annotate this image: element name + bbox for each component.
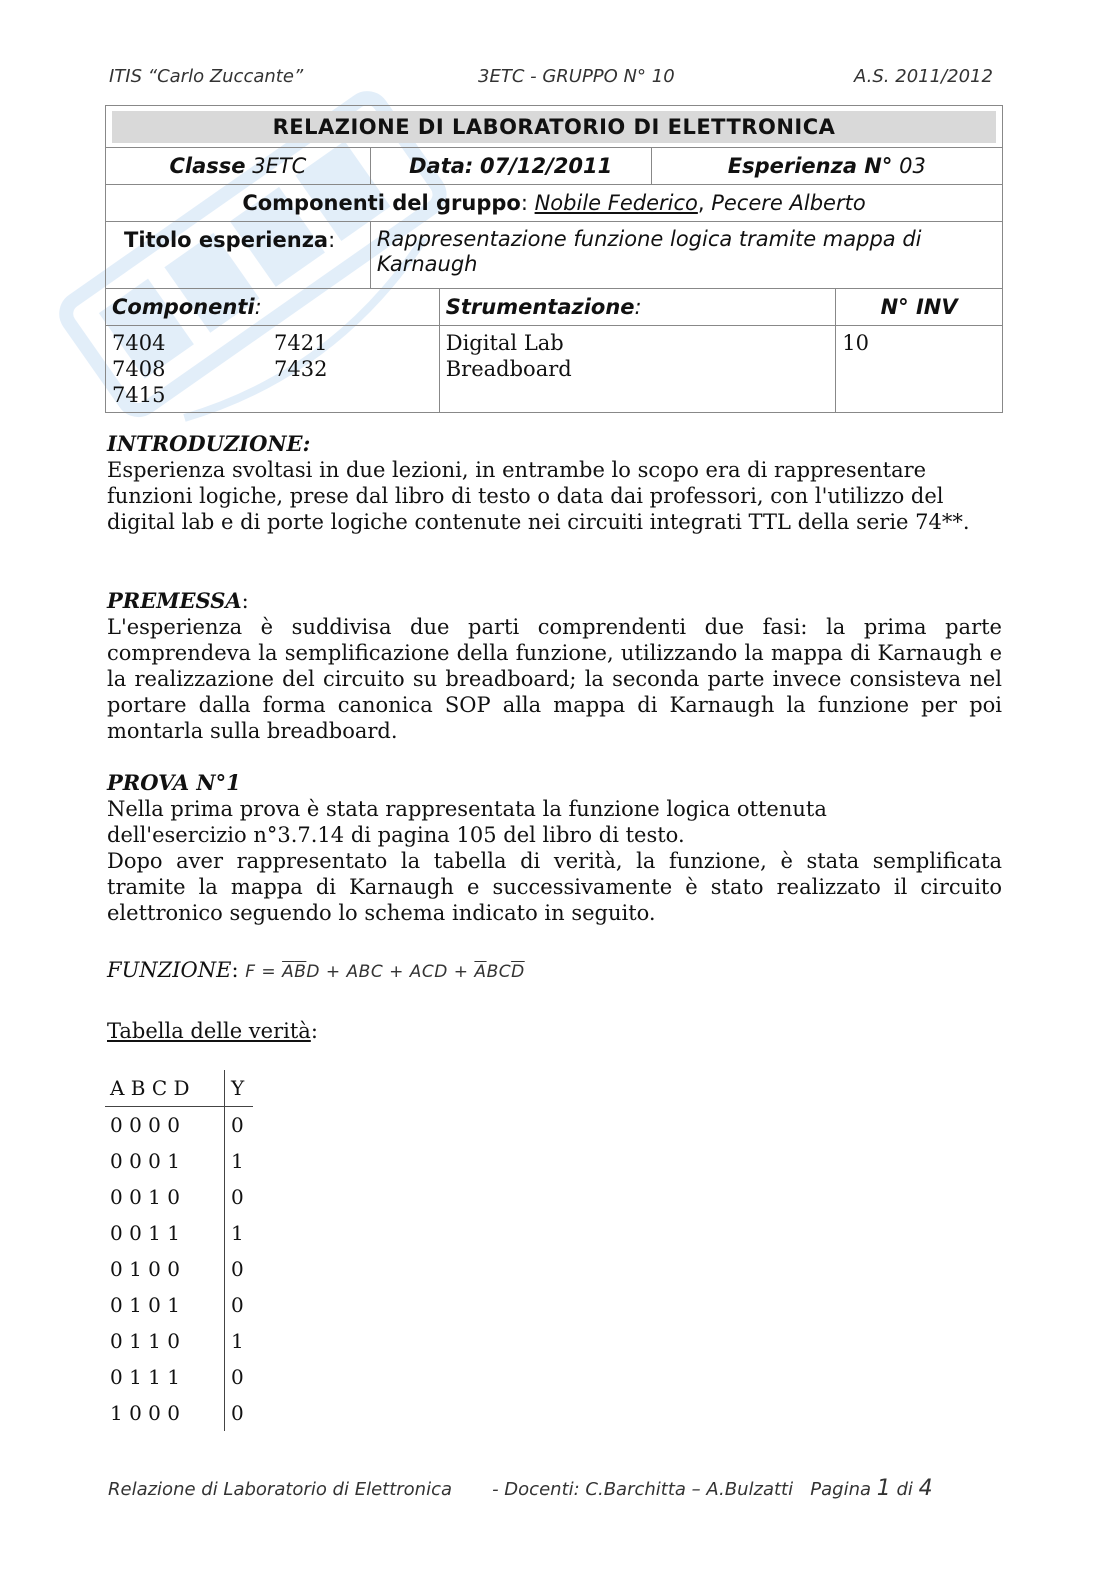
row-bits: 0 1 1 0 <box>110 1329 180 1353</box>
table-row <box>105 1251 253 1287</box>
esperienza-label: Esperienza N° <box>727 154 893 178</box>
footer-page-number: 1 <box>876 1476 891 1501</box>
titolo-label-cell: Titolo esperienza: <box>106 222 371 289</box>
row-bits: 0 1 0 0 <box>110 1257 180 1281</box>
premessa-text: L'esperienza è suddivisa due parti comprendenti due fasi: la prima parte comprendeva la semplificazione della funzione, utilizzando la mappa di Karnaugh e la realizzazione del circuito su breadboard; la seconda parte invece consisteva nel portare dalla forma canonica SOP alla mappa di Karnaugh la funzione per poi montarla sulla breadboard. <box>107 615 1002 743</box>
footer-page-label: Pagina <box>810 1479 872 1500</box>
titolo-label: Titolo esperienza <box>124 228 329 252</box>
header-school-year: A.S. 2011/2012 <box>854 66 993 87</box>
strumentazione-header: Strumentazione: <box>439 289 836 326</box>
row-bits: 0 0 0 1 <box>110 1149 180 1173</box>
row-y: 0 <box>225 1395 254 1431</box>
prova1-paragraph: Dopo aver rappresentato la tabella di verità, la funzione, è stata semplificata tramite la mappa di Karnaugh e successivamente è stato realizzato il circuito elettronico seguendo lo schema indicato in seguito. <box>107 849 1002 925</box>
row-y: 0 <box>225 1287 254 1323</box>
member-1: Nobile Federico <box>534 191 698 215</box>
row-bits: 0 0 1 0 <box>110 1185 180 1209</box>
strumentazione-label: Strumentazione <box>445 295 635 319</box>
truth-table-caption-line: Tabella delle verità: <box>107 1019 318 1043</box>
prova1-line-1: Nella prima prova è stata rappresentata la funzione logica ottenuta <box>107 797 827 821</box>
inv-label: N° INV <box>880 295 958 319</box>
components-cell <box>106 326 440 413</box>
footer-teachers: - Docenti: C.Barchitta – A.Bulzatti <box>492 1479 794 1500</box>
header-class-group: 3ETC - GRUPPO N° 10 <box>478 66 675 87</box>
classe-cell <box>106 148 371 185</box>
titolo-value-cell <box>370 222 1002 289</box>
table-row <box>105 1179 253 1215</box>
data-value: 07/12/2011 <box>480 154 613 178</box>
instruments-cell <box>439 326 836 413</box>
prova1-line-2: dell'esercizio n°3.7.14 di pagina 105 del libro di testo. <box>107 823 685 847</box>
footer-page-total: 4 <box>918 1476 933 1501</box>
row-bits: 0 0 0 0 <box>110 1113 180 1137</box>
row-y: 1 <box>225 1143 254 1179</box>
introduzione-text: Esperienza svoltasi in due lezioni, in entrambe lo scopo era di rappresentare funzioni logiche, prese dal libro di testo o data dai professori, con l'utilizzo del digital lab e di porte logiche contenute nei circuiti integrati TTL della serie 74**. <box>107 458 970 534</box>
componenti-label: Componenti <box>112 295 255 319</box>
premessa-title: PREMESSA <box>107 588 242 613</box>
row-y: 0 <box>225 1251 254 1287</box>
gruppo-cell: Componenti del gruppo: Nobile Federico, Pecere Alberto <box>106 185 1003 222</box>
row-y: 0 <box>225 1179 254 1215</box>
classe-value: 3ETC <box>252 154 307 178</box>
componenti-gruppo-label: Componenti del gruppo <box>242 191 521 215</box>
esperienza-cell <box>651 148 1002 185</box>
row-y: 0 <box>225 1107 254 1144</box>
data-label: Data: <box>409 154 474 178</box>
row-y: 1 <box>225 1215 254 1251</box>
funzione-formula: $F = \overline{A}\overline{B}D$ + ABC + ACD + $\overline{A}BC\overline{D}$ <box>245 962 525 982</box>
table-row <box>105 1107 253 1144</box>
row-bits: 0 0 1 1 <box>110 1221 180 1245</box>
page-footer <box>108 1476 933 1501</box>
instrument-item: Digital Lab <box>445 331 564 355</box>
introduzione-title: INTRODUZIONE: <box>107 431 311 456</box>
row-y: 0 <box>225 1359 254 1395</box>
titolo-value: Rappresentazione funzione logica tramite mappa di Karnaugh <box>376 227 922 276</box>
componenti-header: Componenti: <box>106 289 440 326</box>
truth-table-caption: Tabella delle verità <box>107 1019 311 1043</box>
row-bits: 0 1 1 1 <box>110 1365 180 1389</box>
truth-header-bits: A B C D <box>105 1070 225 1107</box>
table-row <box>105 1323 253 1359</box>
table-row <box>105 1215 253 1251</box>
table-row <box>105 1287 253 1323</box>
component-item: 7421 <box>274 331 328 355</box>
instrument-item: Breadboard <box>445 357 572 381</box>
component-item: 7408 <box>112 357 166 381</box>
footer-left: Relazione di Laboratorio di Elettronica <box>108 1479 453 1500</box>
introduzione-section <box>107 431 1002 535</box>
report-title: RELAZIONE DI LABORATORIO DI ELETTRONICA <box>112 111 996 143</box>
component-item: 7404 <box>112 331 166 355</box>
row-bits: 0 1 0 1 <box>110 1293 180 1317</box>
row-y: 1 <box>225 1323 254 1359</box>
component-item: 7415 <box>112 383 166 407</box>
inv-value: 10 <box>842 331 869 355</box>
esperienza-value: 03 <box>899 154 926 178</box>
report-info-table <box>105 105 1003 413</box>
inv-cell <box>836 326 1003 413</box>
component-item: 7432 <box>274 357 328 381</box>
member-2: Pecere Alberto <box>711 191 866 215</box>
truth-header-y: Y <box>225 1070 254 1107</box>
data-cell <box>370 148 651 185</box>
funzione-label: FUNZIONE <box>107 958 232 982</box>
header-school: ITIS “Carlo Zuccante” <box>109 66 304 87</box>
inv-header <box>836 289 1003 326</box>
row-bits: 1 0 0 0 <box>110 1401 180 1425</box>
table-row <box>105 1143 253 1179</box>
funzione-line: FUNZIONE: $F = \overline{A}\overline{B}D$ + ABC + ACD + $\overline{A}BC\overline{D}$ <box>107 958 525 982</box>
premessa-section: PREMESSA: L'esperienza è suddivisa due parti comprendenti due fasi: la prima parte comprendeva la semplificazione della funzione, utilizzando la mappa di Karnaugh e la realizzazione del circuito su breadboard; la seconda parte invece consisteva nel portare dalla forma canonica SOP alla mappa di Karnaugh la funzione per poi montarla sulla breadboard. <box>107 588 1002 743</box>
truth-table <box>105 1070 253 1431</box>
truth-table-header <box>105 1070 253 1107</box>
table-row <box>105 1359 253 1395</box>
classe-label: Classe <box>169 154 246 178</box>
table-row <box>105 1395 253 1431</box>
footer-page-of: di <box>896 1479 913 1500</box>
prova1-section <box>107 770 1002 926</box>
prova1-title: PROVA N°1 <box>107 770 241 795</box>
